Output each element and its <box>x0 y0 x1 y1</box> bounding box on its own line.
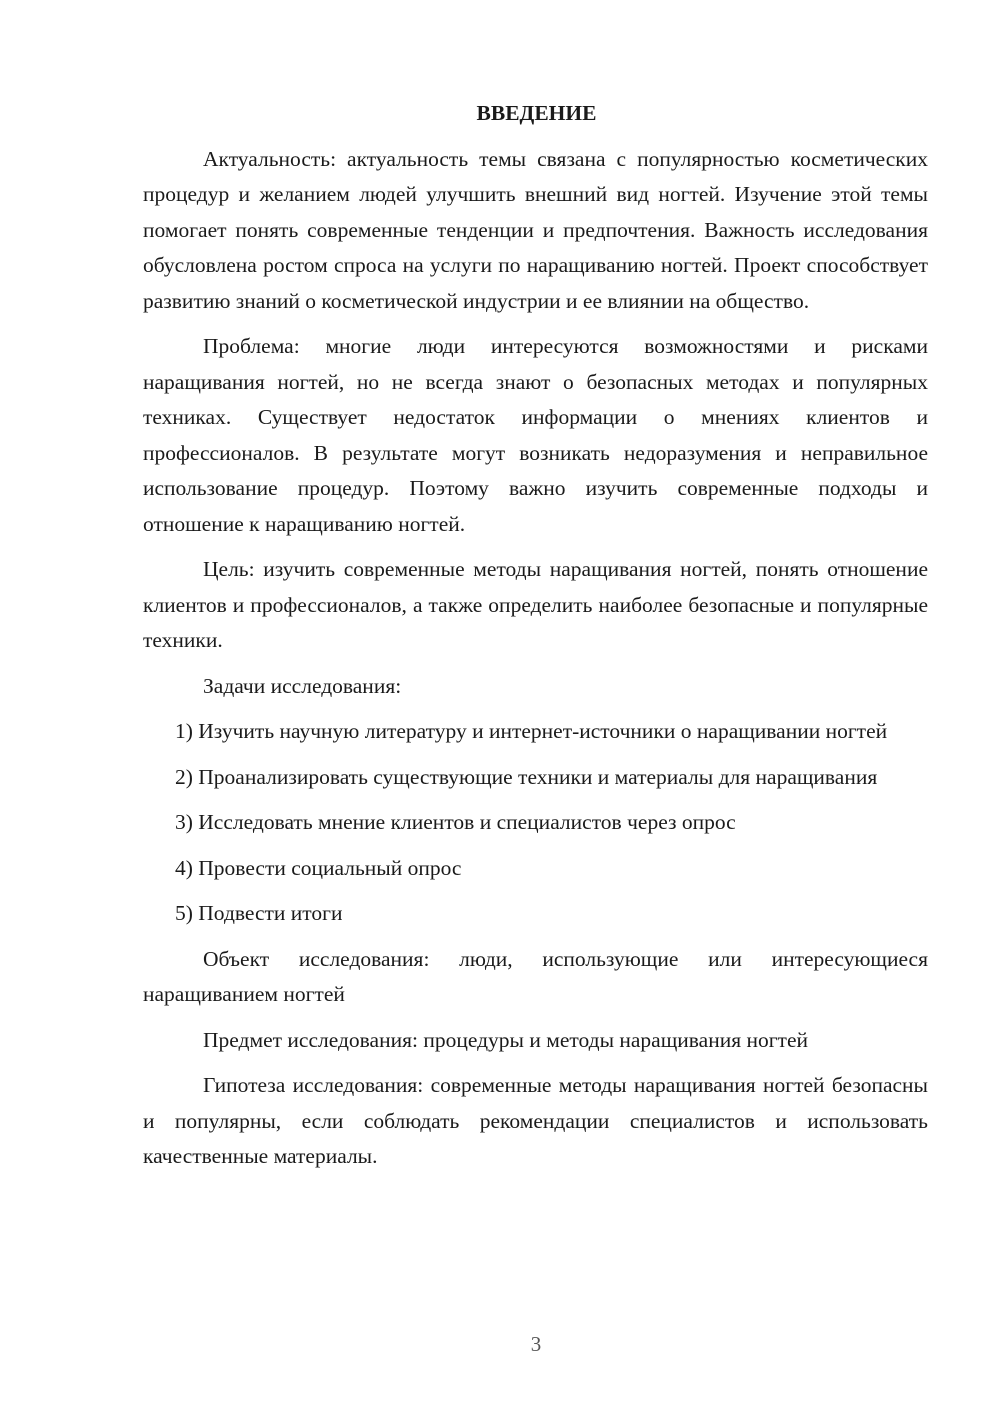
tasks-heading: Задачи исследования: <box>203 673 402 698</box>
problem-paragraph: Проблема: многие люди интересуются возможностями и рисками наращивания ногтей, но не всегда знают о безопасных методах и популярных техниках. Существует недостаток информации о мнениях клиентов и профессионалов. В результате могут возникать недоразумения и неправильное использование процедур. Поэтому важно изучить современные подходы и отношение к наращиванию ногтей. <box>143 334 928 536</box>
object-paragraph: Объект исследования: люди, использующие или интересующиеся наращиванием ногтей <box>143 946 928 1006</box>
page-number: 3 <box>530 1332 542 1356</box>
task-item-4: 4) Провести социальный опрос <box>175 855 462 880</box>
goal-paragraph: Цель: изучить современные методы наращивания ногтей, понять отношение клиентов и профессионалов, а также определить наиболее безопасные и популярные техники. <box>143 557 928 652</box>
relevance-paragraph: Актуальность: актуальность темы связана с популярностью косметических процедур и желанием людей улучшить внешний вид ногтей. Изучение этой темы помогает понять современные тенденции и предпочтения. Важность исследования обусловлена ростом спроса на услуги по наращиванию ногтей. Проект способствует развитию знаний о косметической индустрии и ее влиянии на общество. <box>143 146 928 313</box>
task-item-1: 1) Изучить научную литературу и интернет-источники о наращивании ногтей <box>175 719 888 743</box>
subject-paragraph: Предмет исследования: процедуры и методы наращивания ногтей <box>203 1027 808 1052</box>
hypothesis-paragraph: Гипотеза исследования: современные методы наращивания ногтей безопасны и популярны, если соблюдать рекомендации специалистов и использовать качественные материалы. <box>143 1073 928 1168</box>
task-item-3: 3) Исследовать мнение клиентов и специалистов через опрос <box>175 810 736 834</box>
task-item-2: 2) Проанализировать существующие техники и материалы для наращивания <box>175 764 878 789</box>
document-page <box>143 96 928 1185</box>
task-item-5: 5) Подвести итоги <box>175 901 343 925</box>
document-title: ВВЕДЕНИЕ <box>476 101 597 125</box>
